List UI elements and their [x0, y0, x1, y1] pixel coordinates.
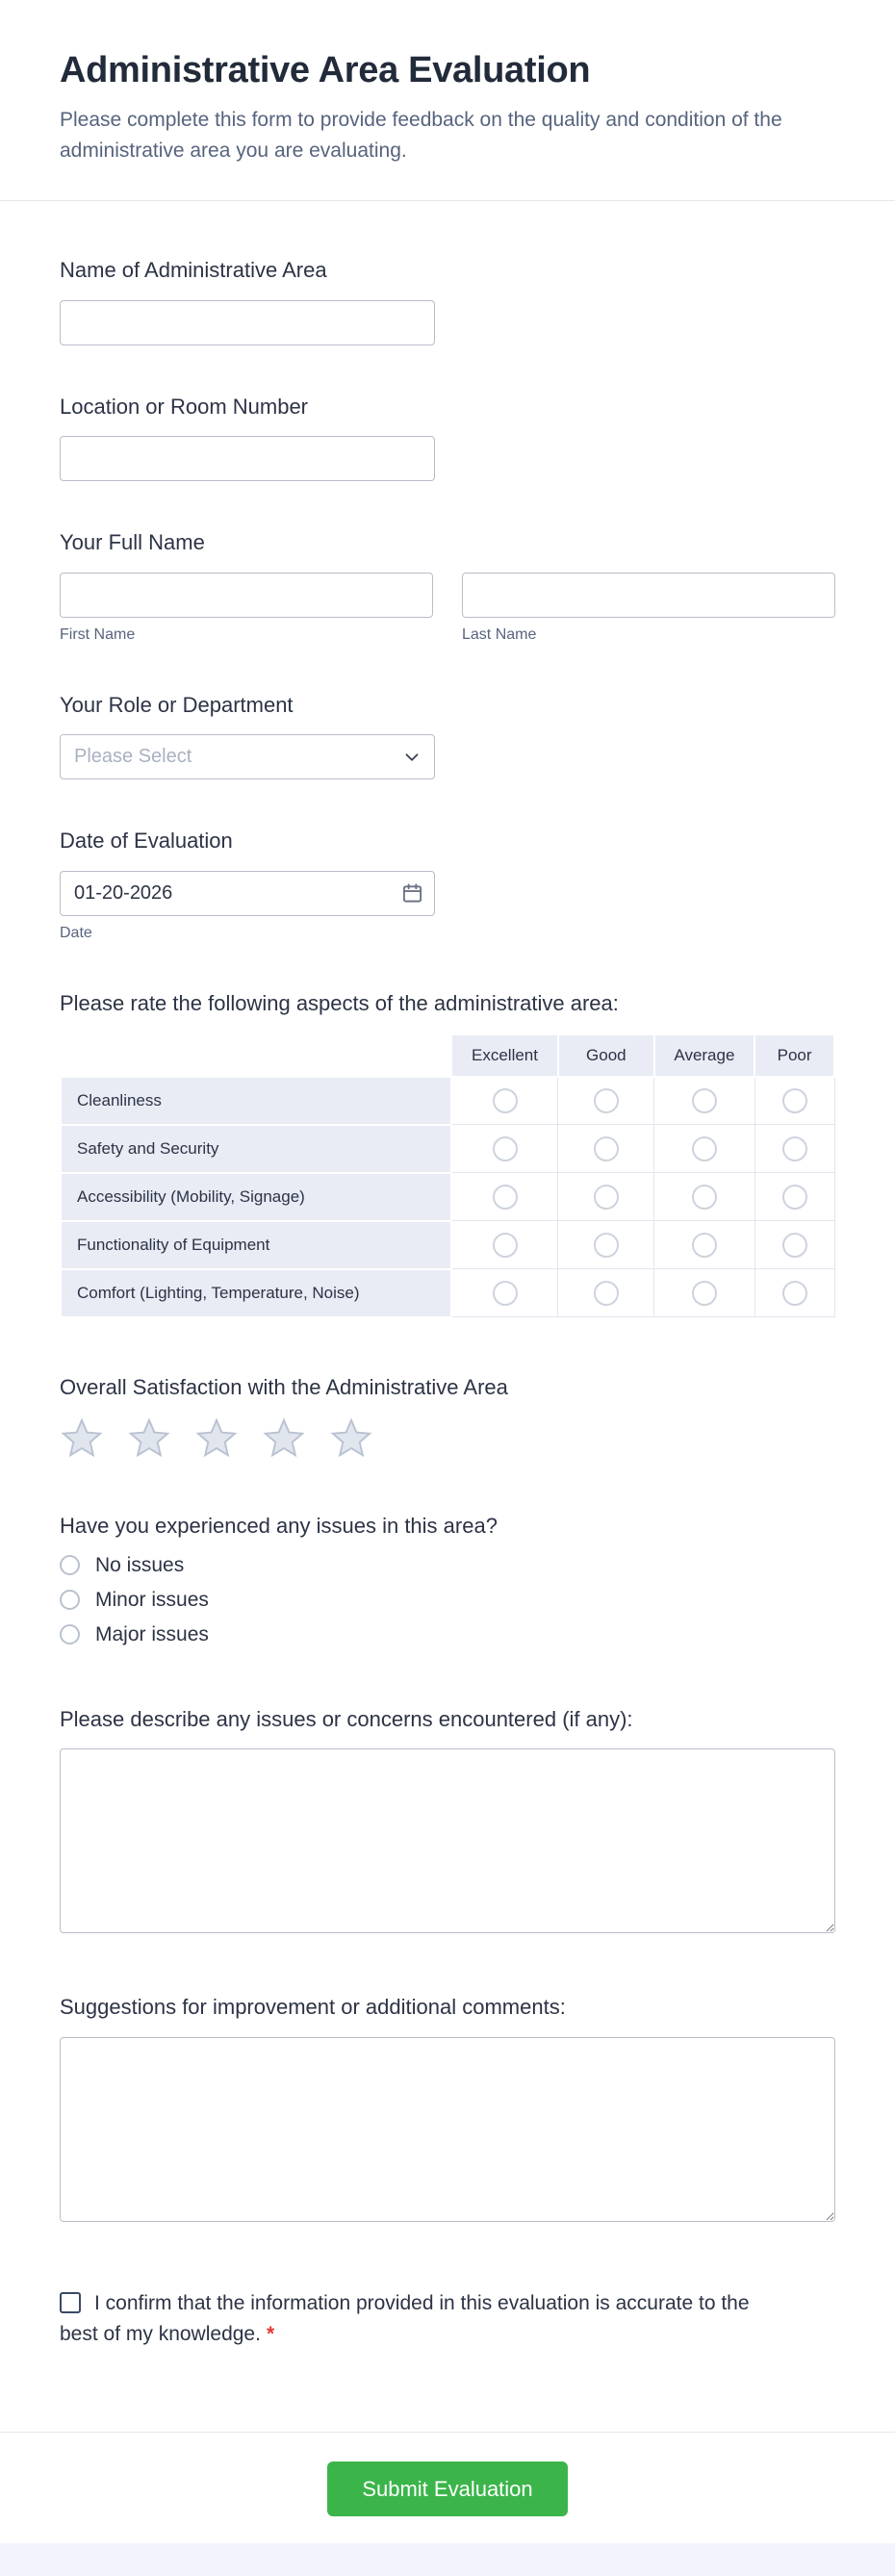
confirmation-label: I confirm that the information provided in this evaluation is accurate to the best of my knowledge.: [60, 2291, 750, 2346]
field-date: [60, 828, 835, 942]
field-full-name: [60, 529, 835, 644]
issues-option: [60, 1554, 835, 1577]
full-name-row: [60, 573, 835, 644]
matrix-header-row: [61, 1034, 834, 1077]
full-name-label: Your Full Name: [60, 530, 205, 555]
area-name-label: Name of Administrative Area: [60, 258, 327, 282]
matrix-row-label: Safety and Security: [61, 1125, 451, 1173]
satisfaction-label: Overall Satisfaction with the Administrative Area: [60, 1374, 508, 1399]
matrix-radio[interactable]: [692, 1233, 717, 1258]
matrix-radio[interactable]: [594, 1185, 619, 1210]
matrix-col-header: Poor: [754, 1034, 834, 1077]
matrix-radio[interactable]: [692, 1136, 717, 1161]
matrix-radio[interactable]: [692, 1281, 717, 1306]
field-satisfaction: [60, 1374, 835, 1462]
issues-radio[interactable]: [60, 1590, 80, 1610]
matrix-radio[interactable]: [594, 1281, 619, 1306]
matrix-col-header: Average: [654, 1034, 755, 1077]
matrix-radio[interactable]: [782, 1088, 807, 1113]
last-name-sublabel: Last Name: [462, 625, 537, 643]
star-icon[interactable]: [329, 1416, 373, 1461]
matrix-cell: [654, 1077, 755, 1125]
star-icon[interactable]: [194, 1416, 239, 1461]
matrix-cell: [558, 1221, 654, 1269]
issues-option-label: Major issues: [95, 1622, 209, 1645]
last-name-input[interactable]: [462, 573, 835, 618]
matrix-radio[interactable]: [692, 1088, 717, 1113]
confirmation-checkbox[interactable]: [60, 2292, 81, 2313]
issues-option-label: No issues: [95, 1553, 185, 1576]
matrix-cell: [654, 1173, 755, 1221]
field-role: [60, 692, 835, 780]
matrix-col-header: Excellent: [451, 1034, 558, 1077]
matrix-cell: [754, 1125, 834, 1173]
last-name-col: [462, 573, 835, 644]
star-icon[interactable]: [262, 1416, 306, 1461]
matrix-radio[interactable]: [782, 1136, 807, 1161]
field-area-name: [60, 257, 835, 345]
matrix-radio[interactable]: [782, 1281, 807, 1306]
issues-radio[interactable]: [60, 1624, 80, 1645]
matrix-radio[interactable]: [493, 1185, 518, 1210]
matrix-cell: [754, 1077, 834, 1125]
field-describe: [60, 1706, 835, 1939]
calendar-icon[interactable]: [401, 882, 423, 905]
matrix-cell: [451, 1221, 558, 1269]
matrix-radio[interactable]: [493, 1233, 518, 1258]
submit-section: [0, 2432, 895, 2543]
matrix-row-label: Functionality of Equipment: [61, 1221, 451, 1269]
location-label: Location or Room Number: [60, 394, 309, 419]
issues-radio[interactable]: [60, 1555, 80, 1575]
matrix-cell: [754, 1221, 834, 1269]
field-issues: [60, 1513, 835, 1646]
matrix-cell: [558, 1173, 654, 1221]
matrix-row-label: Accessibility (Mobility, Signage): [61, 1173, 451, 1221]
matrix-cell: [558, 1269, 654, 1317]
matrix-radio[interactable]: [493, 1281, 518, 1306]
role-select[interactable]: [60, 734, 435, 779]
matrix-row: [61, 1077, 834, 1125]
submit-button[interactable]: Submit Evaluation: [327, 2461, 567, 2516]
form-header: [0, 0, 895, 201]
first-name-input[interactable]: [60, 573, 433, 618]
matrix-radio[interactable]: [782, 1185, 807, 1210]
matrix-cell: [558, 1077, 654, 1125]
matrix-row: [61, 1221, 834, 1269]
field-suggestions: [60, 1994, 835, 2227]
matrix-cell: [558, 1125, 654, 1173]
issues-option-label: Minor issues: [95, 1588, 209, 1611]
date-sublabel: Date: [60, 924, 92, 941]
date-label: Date of Evaluation: [60, 829, 233, 854]
matrix-cell: [451, 1173, 558, 1221]
date-box: [60, 871, 435, 916]
form-body: [0, 201, 895, 2351]
issues-option: [60, 1589, 835, 1612]
suggestions-label: Suggestions for improvement or additional comments:: [60, 1995, 566, 2020]
matrix-row-label: Comfort (Lighting, Temperature, Noise): [61, 1269, 451, 1317]
first-name-col: [60, 573, 433, 644]
matrix-radio[interactable]: [594, 1233, 619, 1258]
matrix-row: [61, 1269, 834, 1317]
matrix-cell: [451, 1125, 558, 1173]
page-title: Administrative Area Evaluation: [60, 50, 591, 90]
matrix-cell: [451, 1077, 558, 1125]
matrix-radio[interactable]: [594, 1088, 619, 1113]
matrix-cell: [451, 1269, 558, 1317]
issues-label: Have you experienced any issues in this area?: [60, 1514, 498, 1539]
matrix-radio[interactable]: [594, 1136, 619, 1161]
matrix-col-header: Good: [558, 1034, 654, 1077]
matrix-corner-cell: [61, 1034, 451, 1077]
describe-textarea[interactable]: [60, 1748, 835, 1933]
describe-label: Please describe any issues or concerns encountered (if any):: [60, 1706, 633, 1731]
issues-option: [60, 1623, 835, 1646]
first-name-sublabel: First Name: [60, 625, 136, 643]
matrix-row-label: Cleanliness: [61, 1077, 451, 1125]
matrix-cell: [754, 1173, 834, 1221]
matrix-radio[interactable]: [692, 1185, 717, 1210]
required-asterisk: *: [266, 2323, 275, 2346]
location-input[interactable]: [60, 436, 435, 481]
form-subtitle: Please complete this form to provide feedback on the quality and condition of the administrative area you are evaluating.: [60, 109, 782, 162]
role-label: Your Role or Department: [60, 692, 294, 717]
field-confirmation: [60, 2288, 783, 2351]
star-icon[interactable]: [60, 1416, 104, 1461]
matrix-radio[interactable]: [493, 1136, 518, 1161]
rating-matrix-table: [60, 1033, 835, 1318]
rating-matrix-label: Please rate the following aspects of the administrative area:: [60, 990, 619, 1015]
suggestions-textarea[interactable]: [60, 2037, 835, 2222]
matrix-row: [61, 1125, 834, 1173]
role-select-placeholder: Please Select: [74, 746, 192, 768]
matrix-radio[interactable]: [493, 1088, 518, 1113]
date-input[interactable]: [60, 871, 435, 916]
chevron-down-icon: [401, 747, 422, 768]
field-rating-matrix: [60, 990, 835, 1318]
matrix-cell: [654, 1125, 755, 1173]
matrix-cell: [654, 1269, 755, 1317]
area-name-input[interactable]: [60, 300, 435, 345]
star-icon[interactable]: [127, 1416, 171, 1461]
star-rating: [60, 1416, 835, 1461]
matrix-radio[interactable]: [782, 1233, 807, 1258]
field-location: [60, 394, 835, 482]
matrix-cell: [654, 1221, 755, 1269]
matrix-cell: [754, 1269, 834, 1317]
matrix-row: [61, 1173, 834, 1221]
